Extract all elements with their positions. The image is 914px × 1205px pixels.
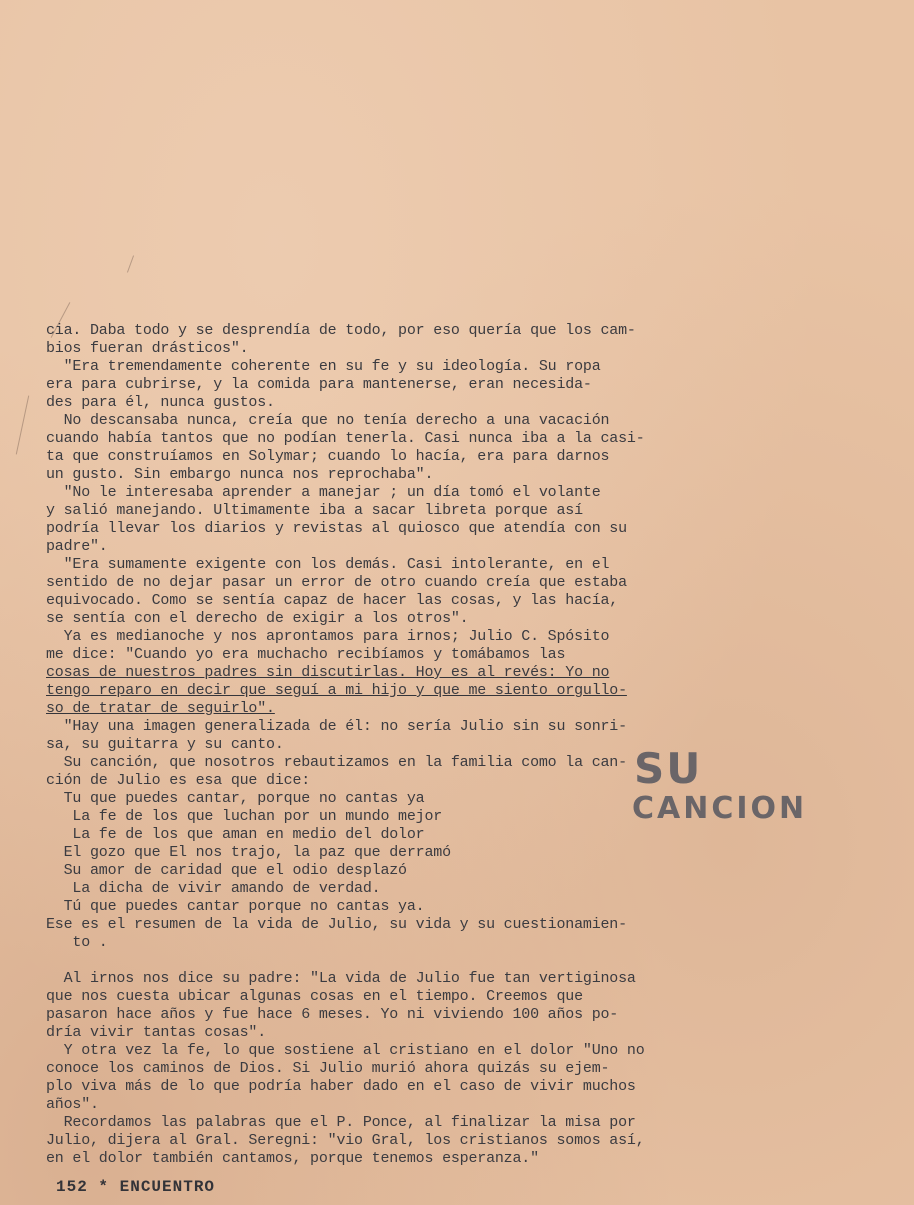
text-line: que nos cuesta ubicar algunas cosas en el tiempo. Creemos que <box>46 988 583 1005</box>
text-line: Ese es el resumen de la vida de Julio, su vida y su cuestionamien- <box>46 916 627 933</box>
text-line: Su canción, que nosotros rebautizamos en la familia como la can- <box>46 754 627 771</box>
article-text <box>46 322 645 1168</box>
text-line: "No le interesaba aprender a manejar ; un día tomó el volante <box>46 484 601 501</box>
pencil-mark <box>127 255 134 272</box>
text-line: Al irnos nos dice su padre: "La vida de Julio fue tan vertiginosa <box>46 970 636 987</box>
text-line: padre". <box>46 538 108 555</box>
text-line: No descansaba nunca, creía que no tenía derecho a una vacación <box>46 412 610 429</box>
song-line: Su amor de caridad que el odio desplazó <box>46 862 407 879</box>
text-line: un gusto. Sin embargo nunca nos reprochaba". <box>46 466 434 483</box>
song-line: La dicha de vivir amando de verdad. <box>46 880 381 897</box>
text-line: ta que construíamos en Solymar; cuando lo hacía, era para darnos <box>46 448 610 465</box>
underlined-quote-line: tengo reparo en decir que seguí a mi hijo y que me siento orgullo- <box>46 682 627 699</box>
text-line: "Era sumamente exigente con los demás. Casi intolerante, en el <box>46 556 610 573</box>
text-line: me dice: "Cuando yo era muchacho recibíamos y tomábamos las <box>46 646 566 663</box>
text-line: bios fueran drásticos". <box>46 340 249 357</box>
text-line: Julio, dijera al Gral. Seregni: "vio Gral, los cristianos somos así, <box>46 1132 645 1149</box>
text-line: "Hay una imagen generalizada de él: no sería Julio sin su sonri- <box>46 718 627 735</box>
text-line: Ya es medianoche y nos aprontamos para irnos; Julio C. Spósito <box>46 628 610 645</box>
song-line: Tu que puedes cantar, porque no cantas ya <box>46 790 425 807</box>
song-line: El gozo que El nos trajo, la paz que derramó <box>46 844 451 861</box>
text-line: equivocado. Como se sentía capaz de hacer las cosas, y las hacía, <box>46 592 619 609</box>
underlined-quote-line: cosas de nuestros padres sin discutirlas. Hoy es al revés: Yo no <box>46 664 610 681</box>
text-line: podría llevar los diarios y revistas al quiosco que atendía con su <box>46 520 627 537</box>
song-line: La fe de los que luchan por un mundo mejor <box>46 808 443 825</box>
pencil-mark <box>16 396 29 455</box>
text-line: pasaron hace años y fue hace 6 meses. Yo ni viviendo 100 años po- <box>46 1006 619 1023</box>
text-line: to . <box>46 934 108 951</box>
text-line: sa, su guitarra y su canto. <box>46 736 284 753</box>
underlined-quote-line: so de tratar de seguirlo". <box>46 700 275 717</box>
text-line: años". <box>46 1096 99 1113</box>
text-line: conoce los caminos de Dios. Si Julio murió ahora quizás su ejem- <box>46 1060 610 1077</box>
text-line: era para cubrirse, y la comida para mantenerse, eran necesida- <box>46 376 592 393</box>
text-line: "Era tremendamente coherente en su fe y su ideología. Su ropa <box>46 358 601 375</box>
song-line: La fe de los que aman en medio del dolor <box>46 826 425 843</box>
text-line: Y otra vez la fe, lo que sostiene al cristiano en el dolor "Uno no <box>46 1042 645 1059</box>
text-line: sentido de no dejar pasar un error de otro cuando creía que estaba <box>46 574 627 591</box>
page-footer: 152 * ENCUENTRO <box>56 1178 216 1196</box>
text-line: plo viva más de lo que podría haber dado en el caso de vivir muchos <box>46 1078 636 1095</box>
text-line: des para él, nunca gustos. <box>46 394 275 411</box>
text-line: ción de Julio es esa que dice: <box>46 772 311 789</box>
text-line: en el dolor también cantamos, porque tenemos esperanza." <box>46 1150 539 1167</box>
section-stamp <box>632 744 808 826</box>
text-line: Recordamos las palabras que el P. Ponce, al finalizar la misa por <box>46 1114 636 1131</box>
text-line: se sentía con el derecho de exigir a los otros". <box>46 610 469 627</box>
stamp-line-2: CANCION <box>632 791 808 826</box>
text-line: cia. Daba todo y se desprendía de todo, por eso quería que los cam- <box>46 322 636 339</box>
text-line: cuando había tantos que no podían tenerla. Casi nunca iba a la casi- <box>46 430 645 447</box>
text-line: dría vivir tantas cosas". <box>46 1024 267 1041</box>
paragraph-gap <box>46 952 624 970</box>
text-line: y salió manejando. Ultimamente iba a sacar libreta porque así <box>46 502 583 519</box>
song-line: Tú que puedes cantar porque no cantas ya. <box>46 898 425 915</box>
stamp-line-1: SU <box>634 744 703 793</box>
